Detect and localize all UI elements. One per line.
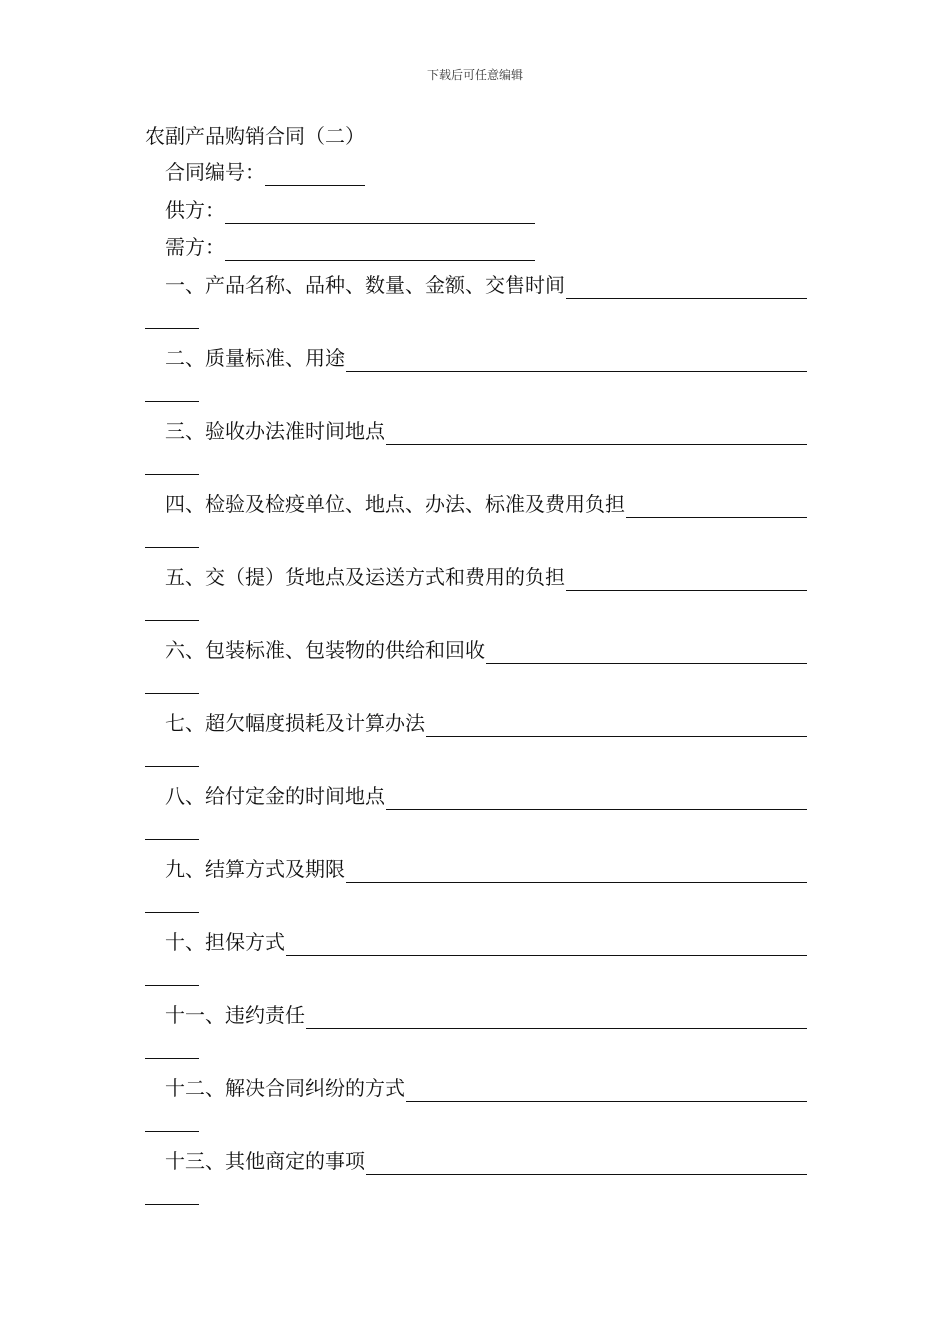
clause-6 xyxy=(165,636,807,664)
clause-10-text: 十、担保方式 xyxy=(165,930,285,954)
clause-4-text: 四、检验及检疫单位、地点、办法、标准及费用负担 xyxy=(165,492,625,516)
document-title: 农副产品购销合同（二） xyxy=(145,124,365,148)
buyer-label: 需方： xyxy=(165,235,225,259)
clause-3-text: 三、验收办法准时间地点 xyxy=(165,419,385,443)
clause-3-blank[interactable] xyxy=(386,422,807,445)
clause-10-blank[interactable] xyxy=(286,933,807,956)
contract-number-row xyxy=(165,158,365,186)
clause-12 xyxy=(165,1074,807,1102)
clause-4-blank[interactable] xyxy=(626,495,807,518)
clause-11-blank[interactable] xyxy=(306,1006,807,1029)
clause-13-text: 十三、其他商定的事项 xyxy=(165,1149,365,1173)
clause-1-text: 一、产品名称、品种、数量、金额、交售时间 xyxy=(165,273,565,297)
clause-10 xyxy=(165,928,807,956)
contract-number-blank[interactable] xyxy=(265,163,365,186)
clause-5 xyxy=(165,563,807,591)
clause-7-text: 七、超欠幅度损耗及计算办法 xyxy=(165,711,425,735)
clause-12-text: 十二、解决合同纠纷的方式 xyxy=(165,1076,405,1100)
clause-9-text: 九、结算方式及期限 xyxy=(165,857,345,881)
clause-6-blank[interactable] xyxy=(486,641,807,664)
clause-7-blank[interactable] xyxy=(426,714,807,737)
clause-11-text: 十一、违约责任 xyxy=(165,1003,305,1027)
clause-4 xyxy=(165,490,807,518)
clause-6-continuation[interactable] xyxy=(145,693,199,694)
buyer-row xyxy=(165,233,535,261)
supplier-blank[interactable] xyxy=(225,201,535,224)
clause-11 xyxy=(165,1001,807,1029)
clause-10-continuation[interactable] xyxy=(145,985,199,986)
clause-5-blank[interactable] xyxy=(566,568,807,591)
clause-12-continuation[interactable] xyxy=(145,1131,199,1132)
clause-5-continuation[interactable] xyxy=(145,620,199,621)
clause-1-blank[interactable] xyxy=(566,276,807,299)
clause-8-continuation[interactable] xyxy=(145,839,199,840)
clause-9-blank[interactable] xyxy=(346,860,807,883)
clause-11-continuation[interactable] xyxy=(145,1058,199,1059)
clause-4-continuation[interactable] xyxy=(145,547,199,548)
clause-1 xyxy=(165,271,807,299)
header-note: 下载后可任意编辑 xyxy=(426,68,523,82)
clause-3 xyxy=(165,417,807,445)
clause-7 xyxy=(165,709,807,737)
clause-2 xyxy=(165,344,807,372)
clause-13-continuation[interactable] xyxy=(145,1204,199,1205)
buyer-blank[interactable] xyxy=(225,238,535,261)
supplier-label: 供方： xyxy=(165,198,225,222)
clause-13 xyxy=(165,1147,807,1175)
clause-8 xyxy=(165,782,807,810)
clause-8-blank[interactable] xyxy=(386,787,807,810)
clause-5-text: 五、交（提）货地点及运送方式和费用的负担 xyxy=(165,565,565,589)
clause-13-blank[interactable] xyxy=(366,1152,807,1175)
supplier-row xyxy=(165,196,535,224)
clause-6-text: 六、包装标准、包装物的供给和回收 xyxy=(165,638,485,662)
clause-9-continuation[interactable] xyxy=(145,912,199,913)
contract-number-label: 合同编号： xyxy=(165,160,265,184)
clause-1-continuation[interactable] xyxy=(145,328,199,329)
clause-8-text: 八、给付定金的时间地点 xyxy=(165,784,385,808)
clause-2-blank[interactable] xyxy=(346,349,807,372)
clause-2-continuation[interactable] xyxy=(145,401,199,402)
clause-3-continuation[interactable] xyxy=(145,474,199,475)
clause-2-text: 二、质量标准、用途 xyxy=(165,346,345,370)
clause-7-continuation[interactable] xyxy=(145,766,199,767)
clause-9 xyxy=(165,855,807,883)
clause-12-blank[interactable] xyxy=(406,1079,807,1102)
